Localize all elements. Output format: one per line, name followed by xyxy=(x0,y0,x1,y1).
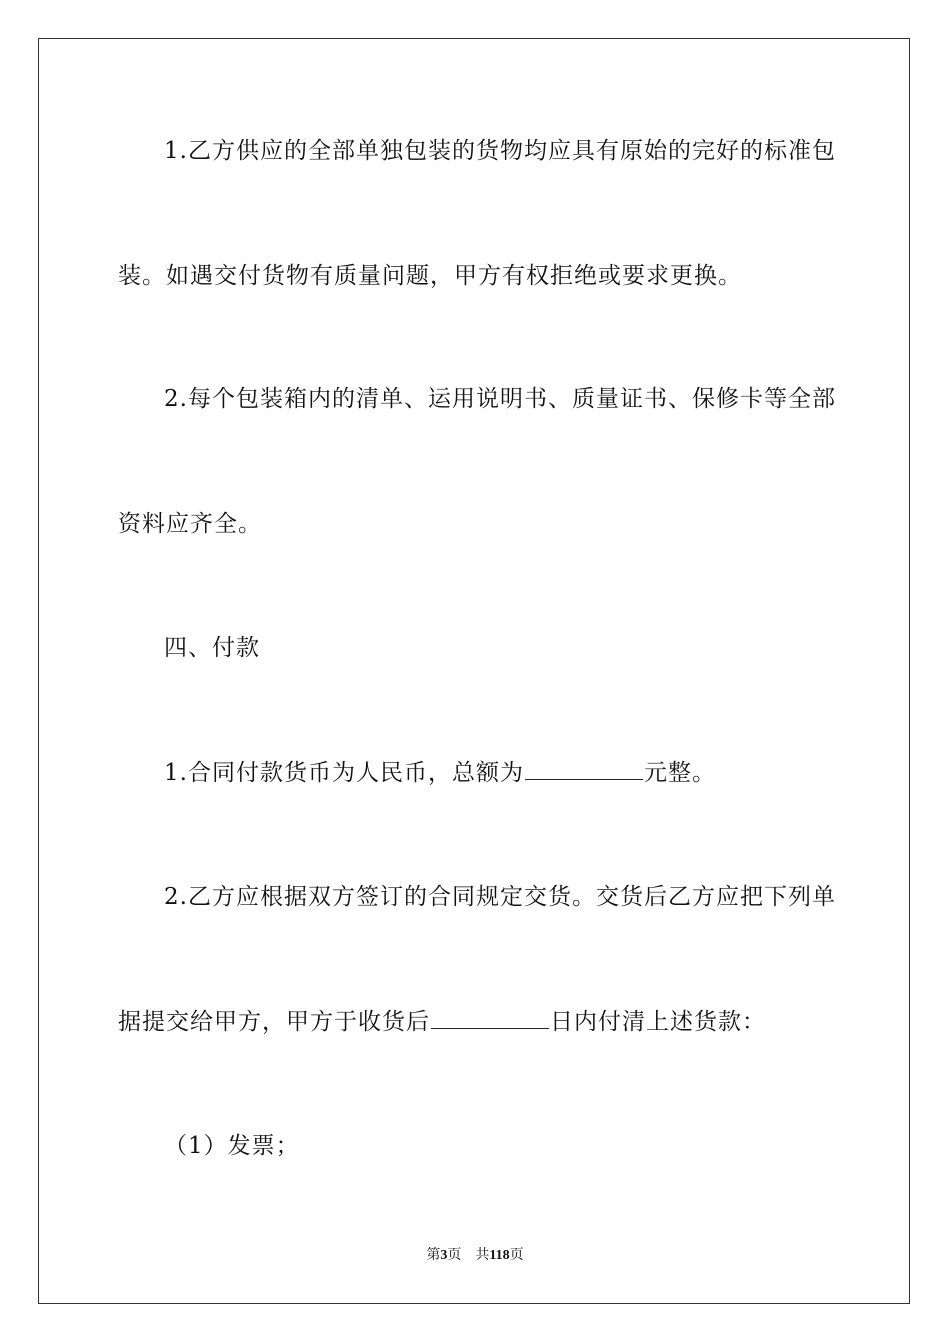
paragraph-2-line-1: 2.每个包装箱内的清单、运用说明书、质量证书、保修卡等全部 xyxy=(164,386,836,412)
page-border xyxy=(38,38,910,1304)
page-current: 3 xyxy=(440,1248,448,1263)
payment-clause-1-suffix: 元整。 xyxy=(643,760,716,786)
page-prefix: 第 xyxy=(426,1248,441,1263)
total-suffix: 页 xyxy=(509,1248,524,1263)
paragraph-2-line-2: 资料应齐全。 xyxy=(118,511,262,537)
payment-clause-2-text: 据提交给甲方，甲方于收货后 xyxy=(118,1009,430,1035)
list-item-invoice: （1）发票； xyxy=(164,1133,300,1159)
paragraph-1-line-1: 1.乙方供应的全部单独包装的货物均应具有原始的完好的标准包 xyxy=(164,138,836,164)
payment-clause-2-line-1: 2.乙方应根据双方签订的合同规定交货。交货后乙方应把下列单 xyxy=(164,884,836,910)
page-footer xyxy=(0,1247,950,1265)
section-heading-payment: 四、付款 xyxy=(164,635,260,661)
payment-clause-2-line-2 xyxy=(118,1006,766,1037)
payment-clause-2-suffix: 日内付清上述货款： xyxy=(550,1009,766,1035)
page-total: 118 xyxy=(489,1248,510,1263)
total-amount-blank xyxy=(525,757,643,780)
payment-clause-1 xyxy=(164,757,716,788)
payment-clause-1-text: 1.合同付款货币为人民币，总额为 xyxy=(164,760,524,786)
total-prefix: 共 xyxy=(475,1248,490,1263)
days-blank xyxy=(431,1006,549,1029)
page-suffix: 页 xyxy=(447,1248,462,1263)
paragraph-1-line-2: 装。如遇交付货物有质量问题，甲方有权拒绝或要求更换。 xyxy=(118,263,742,289)
